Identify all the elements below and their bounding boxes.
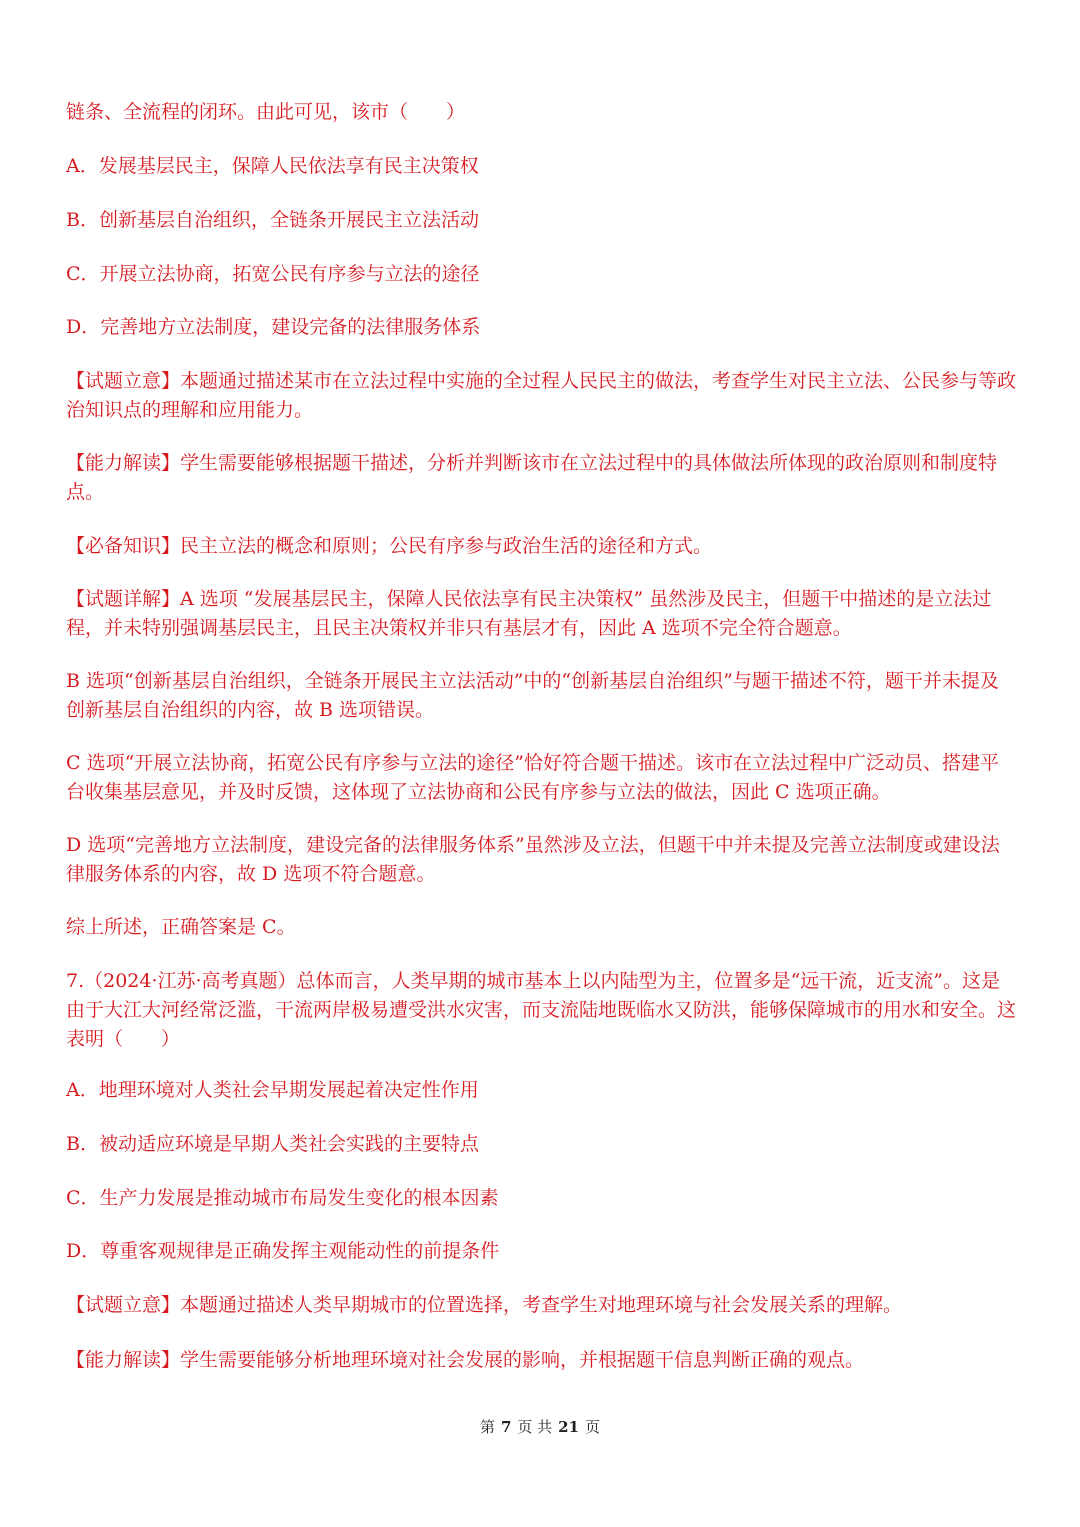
q6-option-a: A．发展基层民主，保障人民依法享有民主决策权 <box>66 155 479 177</box>
footer-total-pages: 21 <box>558 1418 580 1436</box>
q6-option-c: C．开展立法协商，拓宽公民有序参与立法的途径 <box>66 263 480 285</box>
q6-intent-paragraph: 【试题立意】本题通过描述某市在立法过程中实施的全过程人民民主的做法，考查学生对民主立法、公民参与等政治知识点的理解和应用能力。 <box>66 370 1017 421</box>
footer-current-page: 7 <box>500 1418 512 1436</box>
q7-option-b: B．被动适应环境是早期人类社会实践的主要特点 <box>66 1133 479 1155</box>
q6-detail-c-paragraph: C 选项“开展立法协商，拓宽公民有序参与立法的途径”恰好符合题干描述。该市在立法过程中广泛动员、搭建平台收集基层意见，并及时反馈，这体现了立法协商和公民有序参与立法的做法，因此 C 选项正确。 <box>66 752 1000 803</box>
q6-option-d: D．完善地方立法制度，建设完备的法律服务体系 <box>66 316 481 338</box>
q7-ability-paragraph: 【能力解读】学生需要能够分析地理环境对社会发展的影响，并根据题干信息判断正确的观点。 <box>66 1349 865 1371</box>
footer-suffix: 页 <box>585 1418 601 1436</box>
q6-detail-b-paragraph: B 选项“创新基层自治组织，全链条开展民主立法活动”中的“创新基层自治组织”与题干描述不符，题干并未提及创新基层自治组织的内容，故 B 选项错误。 <box>66 670 999 721</box>
q6-option-b: B．创新基层自治组织，全链条开展民主立法活动 <box>66 209 479 231</box>
q7-option-d: D．尊重客观规律是正确发挥主观能动性的前提条件 <box>66 1240 500 1262</box>
q6-conclusion: 综上所述，正确答案是 C。 <box>66 916 296 938</box>
footer-prefix: 第 <box>479 1418 495 1436</box>
q6-detail-a-paragraph: 【试题详解】A 选项 “发展基层民主，保障人民依法享有民主决策权” 虽然涉及民主，但题干中描述的是立法过程，并未特别强调基层民主，且民主决策权并非只有基层才有，因此 A 选项不完全符合题意。 <box>66 588 992 639</box>
q6-ability-paragraph: 【能力解读】学生需要能够根据题干描述，分析并判断该市在立法过程中的具体做法所体现的政治原则和制度特点。 <box>66 452 998 503</box>
q7-option-c: C．生产力发展是推动城市布局发生变化的根本因素 <box>66 1187 499 1209</box>
q7-option-a: A．地理环境对人类社会早期发展起着决定性作用 <box>66 1079 479 1101</box>
q7-stem: 7.（2024·江苏·高考真题）总体而言，人类早期的城市基本上以内陆型为主，位置多是“远干流，近支流”。这是由于大江大河经常泛滥，干流两岸极易遭受洪水灾害，而支流陆地既临水又防洪，能够保障城市的用水和安全。这表明（ ） <box>66 970 1017 1050</box>
q6-knowledge-paragraph: 【必备知识】民主立法的概念和原则；公民有序参与政治生活的途径和方式。 <box>66 535 713 557</box>
intro-line: 链条、全流程的闭环。由此可见，该市（ ） <box>66 101 466 123</box>
q7-intent-paragraph: 【试题立意】本题通过描述人类早期城市的位置选择，考查学生对地理环境与社会发展关系的理解。 <box>66 1294 903 1316</box>
page-footer <box>0 1416 1080 1438</box>
footer-middle: 页 共 <box>517 1418 553 1436</box>
q6-detail-d-paragraph: D 选项“完善地方立法制度，建设完备的法律服务体系”虽然涉及立法，但题干中并未提及完善立法制度或建设法律服务体系的内容，故 D 选项不符合题意。 <box>66 834 1000 885</box>
